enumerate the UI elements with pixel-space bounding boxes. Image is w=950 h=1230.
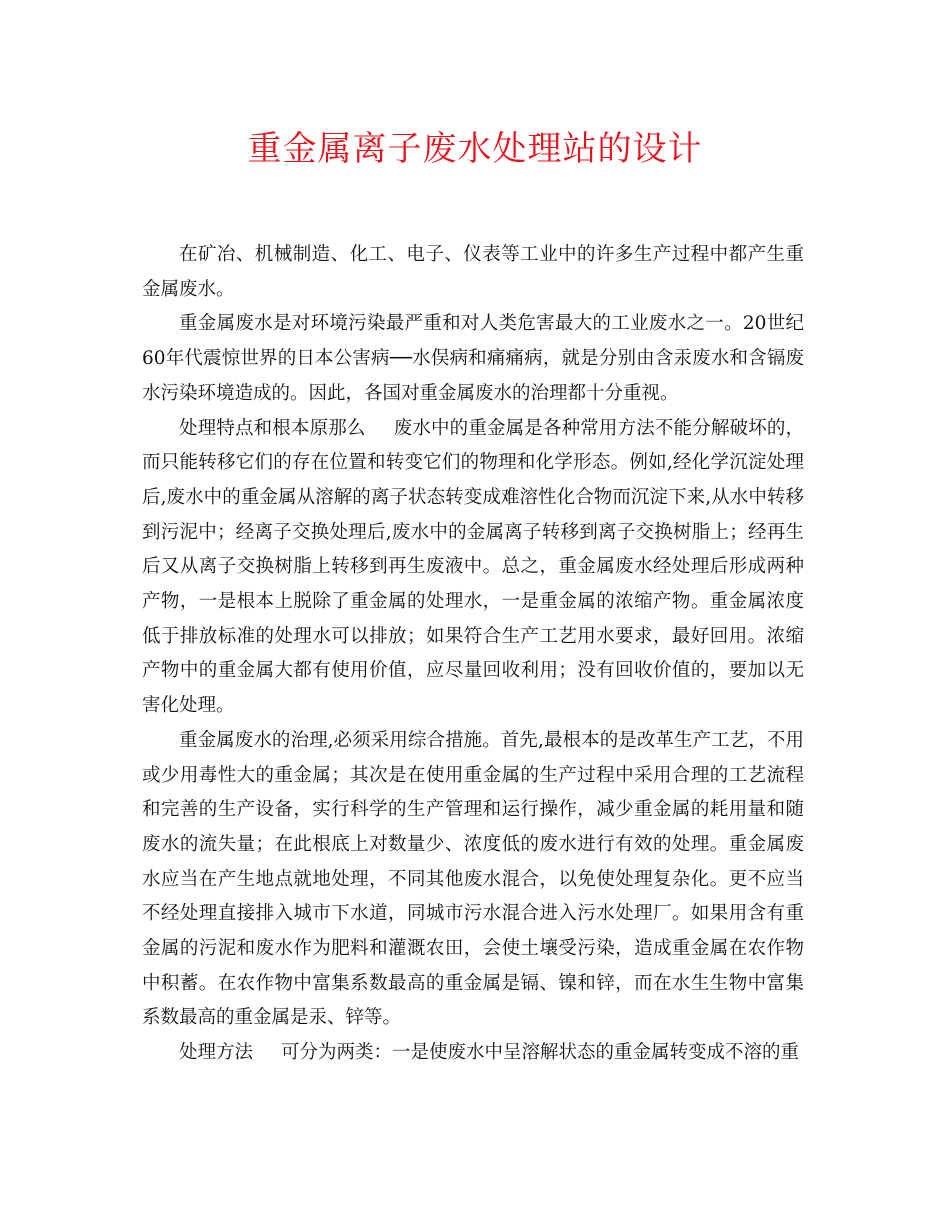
paragraph-text: 重金属废水的治理,必须采用综合措施。首先,最根本的是改革生产工艺，不用或少用毒性大的重金属；其次是在使用重金属的生产过程中采用合理的工艺流程和完善的生产设备，实行科学的生产管理和运行操作，减少重金属的耗用量和随废水的流失量；在此根底上对数量少、浓度低的废水进行有效的处理。重金属废水应当在产生地点就地处理，不同其他废水混合，以免使处理复杂化。更不应当不经处理直接排入城市下水道，同城市污水混合进入污水处理厂。如果用含有重金属的污泥和废水作为肥料和灌溉农田，会使土壤受污染，造成重金属在农作物中积蓄。在农作物中富集系数最高的重金属是镉、镍和锌，而在水生生物中富集系数最高的重金属是汞、锌等。 [142, 729, 804, 1029]
paragraph-text: 重金属废水是对环境污染最严重和对人类危害最大的工业废水之一。20世纪60年代震惊世界的日本公害病──水俣病和痛痛病，就是分别由含汞废水和含镉废水污染环境造成的。因此，各国对重金属废水的治理都十分重视。 [142, 313, 804, 404]
paragraph-text: 可分为两类：一是使废水中呈溶解状态的重金属转变成不溶的重 [281, 1042, 800, 1064]
paragraph-comprehensive-measures [142, 724, 804, 1036]
document-title: 重金属离子废水处理站的设计 [247, 129, 703, 169]
paragraph-text: 废水中的重金属是各种常用方法不能分解破坏的，而只能转移它们的存在位置和转变它们的物理和化学形态。例如,经化学沉淀处理后,废水中的重金属从溶解的离子状态转变成难溶性化合物而沉淀下来,从水中转移到污泥中；经离子交换处理后,废水中的金属离子转移到离子交换树脂上；经再生后又从离子交换树脂上转移到再生废液中。总之，重金属废水经处理后形成两种产物，一是根本上脱除了重金属的处理水，一是重金属的浓缩产物。重金属浓度低于排放标准的处理水可以排放；如果符合生产工艺用水要求，最好回用。浓缩产物中的重金属大都有使用价值，应尽量回收利用；没有回收价值的，要加以无害化处理。 [142, 417, 804, 717]
section-heading: 处理特点和根本原那么 [179, 417, 366, 439]
section-heading: 处理方法 [179, 1042, 254, 1064]
document-body [142, 238, 804, 1071]
paragraph-treatment-methods [142, 1036, 804, 1071]
paragraph-hazard [142, 307, 804, 411]
paragraph-intro [142, 238, 804, 307]
paragraph-text: 在矿冶、机械制造、化工、电子、仪表等工业中的许多生产过程中都产生重金属废水。 [142, 244, 804, 300]
paragraph-treatment-principles [142, 412, 804, 724]
